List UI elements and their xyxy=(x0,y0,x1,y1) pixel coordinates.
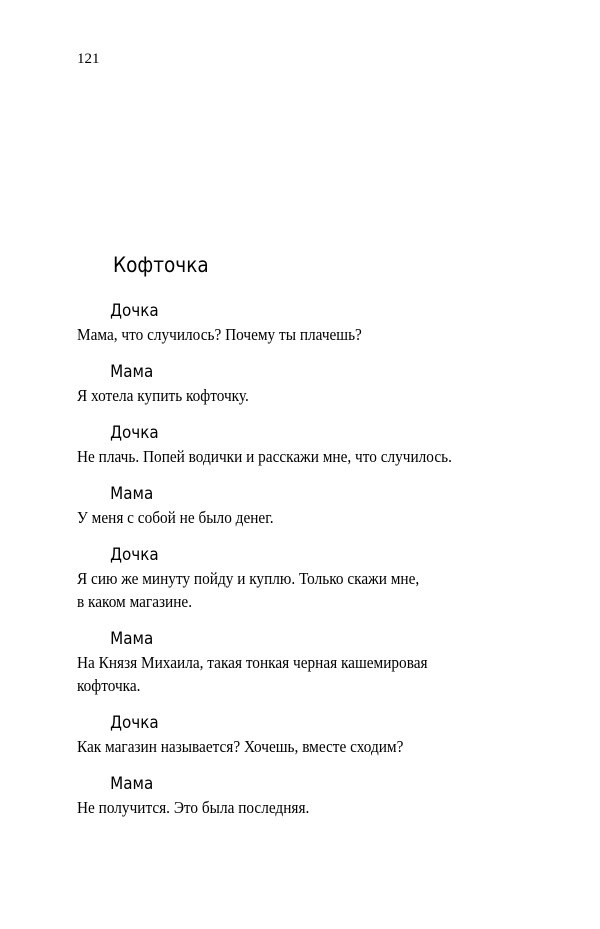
speech-text: Мама, что случилось? Почему ты плачешь? xyxy=(77,325,362,344)
speaker-name: Дочка xyxy=(110,301,159,320)
dialogue-line xyxy=(77,712,507,758)
dialogue-line xyxy=(77,544,507,613)
speaker-name: Дочка xyxy=(110,713,159,732)
dialogue-line xyxy=(77,361,507,407)
page-title: Кофточка xyxy=(113,253,209,277)
dialogue-line xyxy=(77,773,507,819)
speaker-name: Дочка xyxy=(110,423,159,442)
speech-text: У меня с собой не было денег. xyxy=(77,508,274,527)
speech-text: Не плачь. Попей водички и расскажи мне, что случилось. xyxy=(77,447,452,466)
dialogue-line xyxy=(77,628,507,697)
speech-text: кофточка. xyxy=(77,676,141,695)
speech-text: Я хотела купить кофточку. xyxy=(77,386,249,405)
page-number: 121 xyxy=(77,51,100,67)
dialogue-line xyxy=(77,300,507,346)
speech-text: в каком магазине. xyxy=(77,592,193,611)
speaker-name: Мама xyxy=(110,774,154,793)
speech-text: Не получится. Это была последняя. xyxy=(77,798,310,817)
dialogue xyxy=(77,300,507,834)
speech-text: Как магазин называется? Хочешь, вместе сходим? xyxy=(77,737,404,756)
speaker-name: Мама xyxy=(110,484,154,503)
speaker-name: Мама xyxy=(110,362,154,381)
dialogue-line xyxy=(77,483,507,529)
speech-text: На Князя Михаила, такая тонкая черная кашемировая xyxy=(77,653,428,672)
speaker-name: Мама xyxy=(110,629,154,648)
speaker-name: Дочка xyxy=(110,545,159,564)
speech-text: Я сию же минуту пойду и куплю. Только скажи мне, xyxy=(77,569,420,588)
dialogue-line xyxy=(77,422,507,468)
